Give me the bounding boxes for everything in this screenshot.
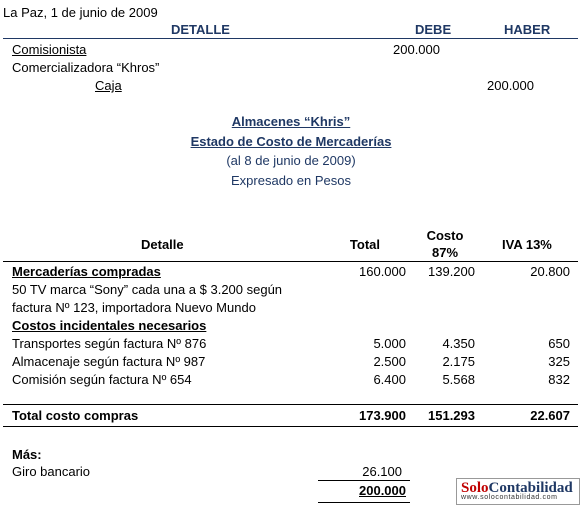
incidental-costo-comision: 5.568: [442, 372, 475, 387]
giro-label: Giro bancario: [12, 464, 91, 479]
total-costo: 151.293: [428, 408, 475, 423]
merchandise-desc-line2: factura Nº 123, importadora Nuevo Mundo: [12, 300, 256, 315]
incidental-total-comision: 6.400: [373, 372, 406, 387]
logo-url: www.solocontabilidad.com: [461, 494, 558, 501]
table-header-rule: [3, 261, 578, 262]
logo-part2: Contabilidad: [488, 480, 573, 496]
total-label: Total costo compras: [12, 408, 139, 423]
col-header-detalle: Detalle: [141, 237, 184, 252]
statement-currency: Expresado en Pesos: [231, 173, 351, 188]
total-iva: 22.607: [530, 408, 570, 423]
journal-header-detalle: DETALLE: [171, 22, 230, 37]
incidental-label-transportes: Transportes según factura Nº 876: [12, 336, 207, 351]
merchandise-desc-line1: 50 TV marca “Sony” cada una a $ 3.200 según: [12, 282, 283, 297]
total-rule-top: [3, 404, 578, 405]
incidental-label-comision: Comisión según factura Nº 654: [12, 372, 192, 387]
incidental-costo-almacenaje: 2.175: [442, 354, 475, 369]
journal-header-rule: [3, 38, 578, 39]
giro-value: 26.100: [362, 464, 402, 479]
journal-date: La Paz, 1 de junio de 2009: [3, 5, 158, 20]
mas-label: Más:: [12, 447, 42, 462]
col-header-costo-pct: 87%: [431, 245, 459, 260]
grand-total-rule-bottom: [318, 502, 410, 503]
journal-header-haber: HABER: [504, 22, 551, 37]
col-header-total: Total: [349, 237, 380, 252]
col-header-iva: IVA 13%: [502, 237, 552, 252]
incidental-iva-transportes: 650: [548, 336, 570, 351]
incidental-costo-transportes: 4.350: [442, 336, 475, 351]
incidental-iva-comision: 832: [548, 372, 570, 387]
journal-debe-value: 200.000: [393, 42, 440, 57]
merchandise-label: Mercaderías compradas: [12, 264, 161, 279]
grand-total-rule-top: [318, 480, 410, 481]
incidental-label-almacenaje: Almacenaje según factura Nº 987: [12, 354, 206, 369]
col-header-costo: Costo: [426, 228, 464, 243]
journal-haber-value: 200.000: [487, 78, 534, 93]
total-total: 173.900: [359, 408, 406, 423]
grand-total-value: 200.000: [359, 483, 406, 498]
journal-header-debe: DEBE: [415, 22, 452, 37]
merchandise-iva: 20.800: [530, 264, 570, 279]
solocontabilidad-logo: [456, 478, 580, 505]
statement-company: Almacenes “Khris”: [231, 114, 351, 129]
journal-line-comisionista: Comisionista: [12, 42, 87, 57]
incidental-total-transportes: 5.000: [373, 336, 406, 351]
statement-date: (al 8 de junio de 2009): [226, 153, 356, 168]
journal-line-comercializadora: Comercializadora “Khros”: [12, 60, 160, 75]
incidentals-label: Costos incidentales necesarios: [12, 318, 207, 333]
statement-title: Estado de Costo de Mercaderías: [190, 134, 392, 149]
logo-part1: Solo: [461, 480, 489, 496]
merchandise-total: 160.000: [359, 264, 406, 279]
merchandise-costo: 139.200: [428, 264, 475, 279]
journal-line-caja: Caja: [95, 78, 122, 93]
incidental-iva-almacenaje: 325: [548, 354, 570, 369]
total-rule-bottom: [3, 426, 578, 427]
incidental-total-almacenaje: 2.500: [373, 354, 406, 369]
